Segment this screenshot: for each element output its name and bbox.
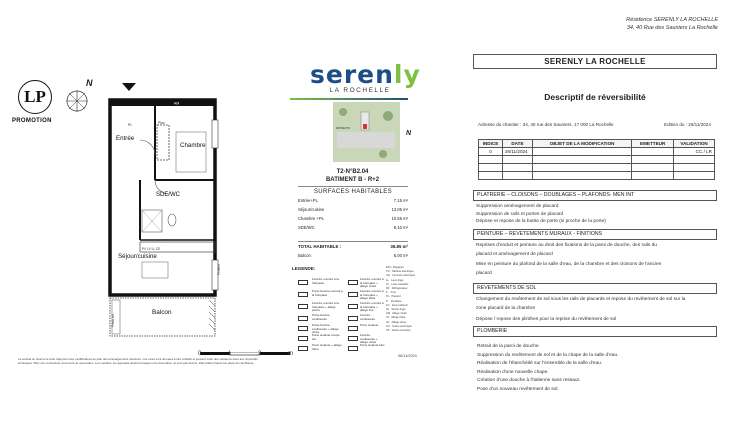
- legend-mark: [298, 336, 308, 341]
- plan-balcony: [110, 298, 215, 336]
- plan-door-arc-entry: [140, 140, 155, 155]
- room-label-fenetre: Fenêtre: [217, 264, 221, 275]
- residence-name: Résidence SERENLY LA ROCHELLE: [626, 17, 718, 23]
- legend-title: LEGENDE:: [292, 266, 316, 271]
- legend-item: Fenêtre ouvrant à la française: [312, 277, 339, 285]
- lot-title: [290, 168, 415, 184]
- room-label-balcon: Balcon: [152, 309, 172, 316]
- plan-window-chambre: [212, 120, 218, 148]
- lp-promotion-caption: PROMOTION: [12, 118, 52, 124]
- document-title: SERENLY LA ROCHELLE: [473, 54, 717, 69]
- section-header-platrerie: PLATRERIE – CLOISONS – DOUBLAGES – PLAFONDS- MEN INT: [473, 190, 717, 201]
- section-line: placard: [476, 270, 492, 276]
- surfaces-title: SURFACES HABITABLES: [298, 186, 408, 195]
- site-address: Adresse du chantier : 34, 40 rue des Sauniers, 17 000 La Rochelle: [478, 122, 614, 127]
- surface-row: SDE/WC 6.10 m²: [298, 225, 408, 230]
- plan-hatched-wall: [209, 300, 215, 330]
- surface-row: Séjour/cuisine 13.05 m²: [298, 207, 408, 212]
- revision-table: [478, 139, 715, 180]
- cell-indice: 0: [479, 148, 503, 156]
- abbreviation-list: ETG Étagères TD Tableau électrique CE Cumulus électrique LL Lave-linge LV Lave-vaisselle RF Réfrigérateur F Four PL Placard P Penderie FC Faux plafond SL Sèche-linge AM Allège vitrée AT Allège tôlée AV Allège vitrée GC Gaine technique SF Sèche-serviette: [386, 266, 415, 333]
- revision-table-header: [479, 140, 715, 148]
- section-body-peinture: [476, 241, 716, 278]
- section-line: Suppression aménagement de placard: [476, 204, 559, 209]
- legend-mark: [348, 346, 358, 351]
- room-label-sejour: Séjour/cuisine: [118, 253, 157, 260]
- section-line: placard et aménagement de placard: [476, 252, 553, 258]
- legend-mark: [298, 346, 308, 351]
- room-label-sde: SDE/WC: [156, 192, 180, 198]
- lp-initials: LP: [24, 87, 46, 106]
- cell-objet: [532, 148, 631, 156]
- legend-item: Fenêtre ouvrant à la française + allège fixe: [360, 301, 384, 313]
- legend-mark: [348, 304, 358, 309]
- cell-validation: CC / LR: [674, 148, 715, 156]
- surface-total: TOTAL HABITABLE : 36.85 m²: [298, 241, 408, 249]
- cell-emetteur: [632, 148, 674, 156]
- table-row: [479, 164, 715, 172]
- apartment-floor-plan: [80, 80, 280, 355]
- legend-item: Porte isolante bloc: [360, 343, 385, 347]
- legend-item: Fenêtre coulissante: [360, 313, 376, 321]
- plan-placard-chambre: [157, 125, 169, 160]
- brand-name: serenly: [310, 60, 421, 89]
- site-map-thumbnail: [333, 102, 400, 162]
- plan-bed: [176, 132, 206, 172]
- scale-label-2: 2: [258, 351, 262, 357]
- section-line: Retrait de la paroi de douche.: [477, 344, 540, 349]
- cell-date: 26/11/2024: [502, 148, 532, 156]
- section-header-sol: REVETEMENTS DE SOL: [473, 283, 717, 294]
- room-label-entree: Entrée: [116, 135, 135, 142]
- legend-item: Porte-fenêtre ouvrant à la française: [312, 289, 343, 297]
- section-line: Dépose / repose des plinthes pour la reprise du revêtement de sol: [476, 317, 617, 322]
- legend-mark: [348, 336, 358, 341]
- scale-label-0: 0: [198, 351, 202, 357]
- section-body-plomberie: [477, 343, 717, 394]
- legend-mark: [298, 304, 308, 309]
- legend-item: Porte-fenêtre coulissante: [312, 313, 330, 321]
- section-line: zone placard de la chambre: [476, 305, 536, 311]
- room-label-pl: PL: [128, 123, 133, 127]
- legend-mark: [298, 280, 308, 285]
- lp-promotion-logo: [18, 80, 52, 114]
- table-row: [479, 156, 715, 164]
- room-label-chambre: Chambre: [180, 142, 206, 149]
- table-row: [479, 148, 715, 156]
- scale-label-1: 1: [228, 351, 232, 357]
- legend-mark: [298, 326, 308, 331]
- surface-balcon: Balcon 5.00 m²: [298, 253, 408, 258]
- section-line: Réalisation d'une nouvelle chape.: [477, 369, 549, 375]
- legend-mark: [348, 280, 358, 285]
- residence-header: [626, 16, 718, 32]
- plan-date: 06/11/2024: [398, 354, 417, 358]
- legal-small-print: La société se réserve le droit d'apporter des modifications au plan des aménagements intérieurs. Les cotes sont données à titre indicatif et peuvent subir des variations dues aux impératifs techniques. Plan non contractuel, document de réservation. Les meubles, les appareils électroménagers et la décoration ne sont pas fournis. Plan établi d'après les plans de l'architecte.: [18, 357, 258, 365]
- surface-row: Entrée+PL 7.15 m²: [298, 198, 408, 203]
- legend-item: Fenêtre ouvrant à la française + allège vitrée: [360, 277, 384, 289]
- serenly-logo: [310, 60, 421, 94]
- plan-toilet: [168, 214, 176, 226]
- section-body-platrerie: [476, 203, 716, 226]
- kitchen-appliances-label: PV LV LL CE: [142, 247, 161, 251]
- legend-item: Porte isolante + allège tôlée: [312, 343, 342, 351]
- col-validation: VALIDATION: [674, 140, 715, 148]
- section-line: Pose d'un nouveau revêtement de sol.: [477, 386, 559, 392]
- surface-row: Chambre +PL 10.55 m²: [298, 216, 408, 221]
- col-date: DATE: [502, 140, 532, 148]
- document-subtitle: Descriptif de réversibilité: [544, 92, 646, 102]
- legend-mark: [298, 292, 308, 297]
- edition-date: Edition du : 26/11/2024: [664, 122, 711, 127]
- north-letter: N: [86, 78, 93, 88]
- section-line: Création d'une douche à l'italienne sans ressaut.: [477, 378, 581, 383]
- room-label-floor-drain: Pieds sol: [111, 314, 115, 327]
- map-north-letter: N: [406, 130, 412, 137]
- col-emetteur: EMETTEUR: [632, 140, 674, 148]
- section-line: Mise en peinture du plafond de la salle d'eau, de la chambre et des cloisons de l'ancien: [476, 261, 662, 267]
- legend-item: Fenêtre ouvrant à la française + allège tôlée: [360, 289, 384, 301]
- lot-number: T2-N°B2.04: [336, 169, 369, 175]
- legend-mark: [348, 292, 358, 297]
- brand-city: LA ROCHELLE: [329, 87, 391, 94]
- legend-item: Fenêtre ouvrant à la française + allège pleine: [312, 301, 339, 313]
- legend-mark: [298, 316, 308, 321]
- map-building-label: BATIMENT B: [336, 127, 351, 130]
- legend-item: Fenêtre coulissante + allège vitrée: [360, 333, 378, 345]
- legend-item: Porte isolante coupe-feu: [312, 333, 341, 341]
- room-label-placard: Plac: [158, 121, 165, 125]
- section-line: Suppression du revêtement de sol et de la chape de la salle d'eau.: [477, 352, 619, 358]
- legend-mark: [348, 316, 358, 321]
- scale-unit: m: [288, 351, 293, 357]
- lot-summary-panel: [290, 100, 415, 360]
- room-label-am: AM: [174, 101, 180, 106]
- section-line: Réalisation de l'étanchéité sur l'ensemble de la salle d'eau.: [477, 361, 603, 366]
- legend-mark: [348, 326, 358, 331]
- col-indice: INDICE: [479, 140, 503, 148]
- residence-address: 34, 40 Rue des Sauniers La Rochelle: [626, 25, 718, 31]
- section-line: Changement du revêtement de sol sous les rails de placards et repose du revêtement de sol sur la: [476, 297, 686, 302]
- col-objet: OBJET DE LA MODIFICATION: [532, 140, 631, 148]
- section-header-plomberie: PLOMBERIE: [473, 326, 717, 337]
- section-line: Dépose et repose de la butée de porte (si proche de la porte): [476, 219, 606, 225]
- section-header-peinture: PEINTURE – REVETEMENTS MURAUX - FINITIONS: [473, 229, 717, 240]
- lot-building: BATIMENT B - R+2: [325, 177, 380, 183]
- section-line: Suppression de rails et portes de placard: [476, 211, 564, 217]
- legend-item: Porte-fenêtre coulissante + allège vitrée: [312, 323, 339, 335]
- table-row: [479, 172, 715, 180]
- plan-top-wall: [110, 100, 215, 106]
- section-line: Reprises d'enduit et peinture au droit des fixations de la paroi de douche, des rails du: [476, 243, 657, 248]
- plan-table: [142, 262, 168, 278]
- section-body-sol: [476, 296, 716, 325]
- legend-item: Porte isolante: [360, 323, 379, 327]
